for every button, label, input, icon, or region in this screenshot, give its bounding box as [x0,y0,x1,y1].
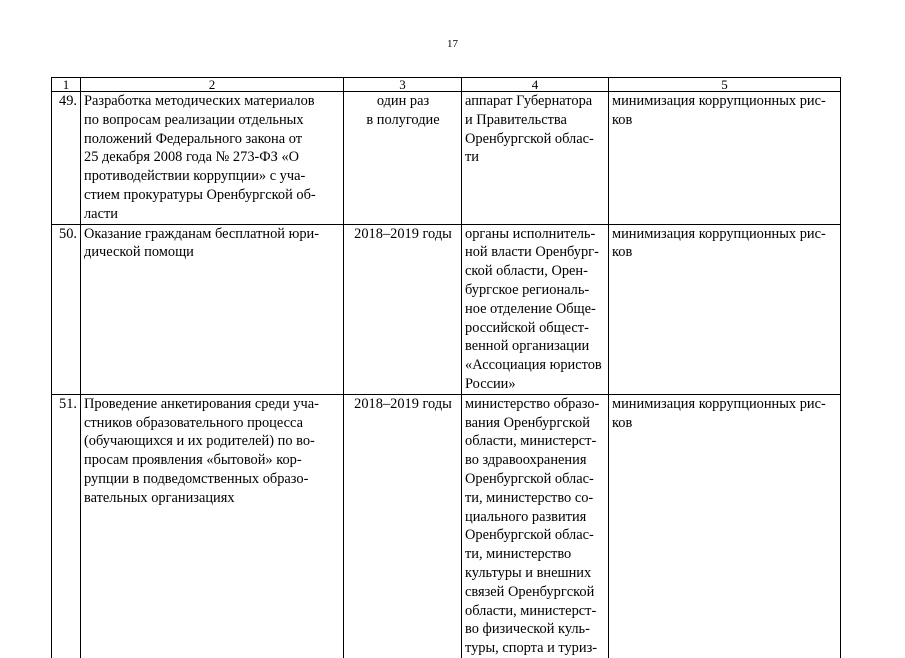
period-cell [344,92,462,225]
responsible-cell [462,394,609,658]
table-row [52,394,841,658]
row-number: 51. [52,394,81,658]
page-number: 17 [447,38,458,50]
result-cell [609,224,841,394]
period-cell [344,224,462,394]
result-text: минимизация коррупционных рис- ков [612,395,826,431]
measure-cell [81,394,344,658]
column-number: 3 [344,78,462,92]
row-number: 50. [52,224,81,394]
result-text: минимизация коррупционных рис- ков [612,225,826,261]
measure-text: Проведение анкетирования среди уча- стников образовательного процесса (обучающихся и их родителей) по во- просам проявления «бытовой» кор- рупции в подведомственных образо- вательных организациях [84,395,319,506]
measure-cell [81,224,344,394]
responsible-text: министерство образо- вания Оренбургской области, министерст- во здравоохранения Оренбургской облас- ти, министерство со- циального развития Оренбургской облас- ти, министерство культуры и внешних связей Оренбургской области, министерст- во физической куль- туры, спорта и туриз- [465,395,600,657]
period-text: 2018–2019 годы [354,395,452,412]
period-text: 2018–2019 годы [354,225,452,242]
period-cell [344,394,462,658]
result-cell [609,394,841,658]
column-number: 4 [462,78,609,92]
measure-cell [81,92,344,225]
column-number-row [52,78,841,92]
responsible-cell [462,224,609,394]
table-row [52,224,841,394]
period-text: один раз в полугодие [366,93,440,128]
row-number: 49. [52,92,81,225]
table-row [52,92,841,225]
measure-text: Разработка методических материалов по вопросам реализации отдельных положений Федерального закона от 25 декабря 2008 года № 273-ФЗ «О противодействии коррупции» с уча- стием прокуратуры Оренбургской об- ласти [84,93,316,222]
result-text: минимизация коррупционных рис- ков [612,93,826,128]
column-number: 2 [81,78,344,92]
responsible-text: аппарат Губернатора и Правительства Оренбургской облас- ти [465,93,594,166]
measures-table [51,77,841,658]
column-number: 1 [52,78,81,92]
measure-text: Оказание гражданам бесплатной юри- дической помощи [84,225,320,261]
responsible-cell [462,92,609,225]
result-cell [609,92,841,225]
responsible-text: органы исполнитель- ной власти Оренбург- ской области, Орен- бургское региональ- ное отделение Обще- российской общест- венной организации «Ассоциация юристов России» [465,225,602,392]
column-number: 5 [609,78,841,92]
